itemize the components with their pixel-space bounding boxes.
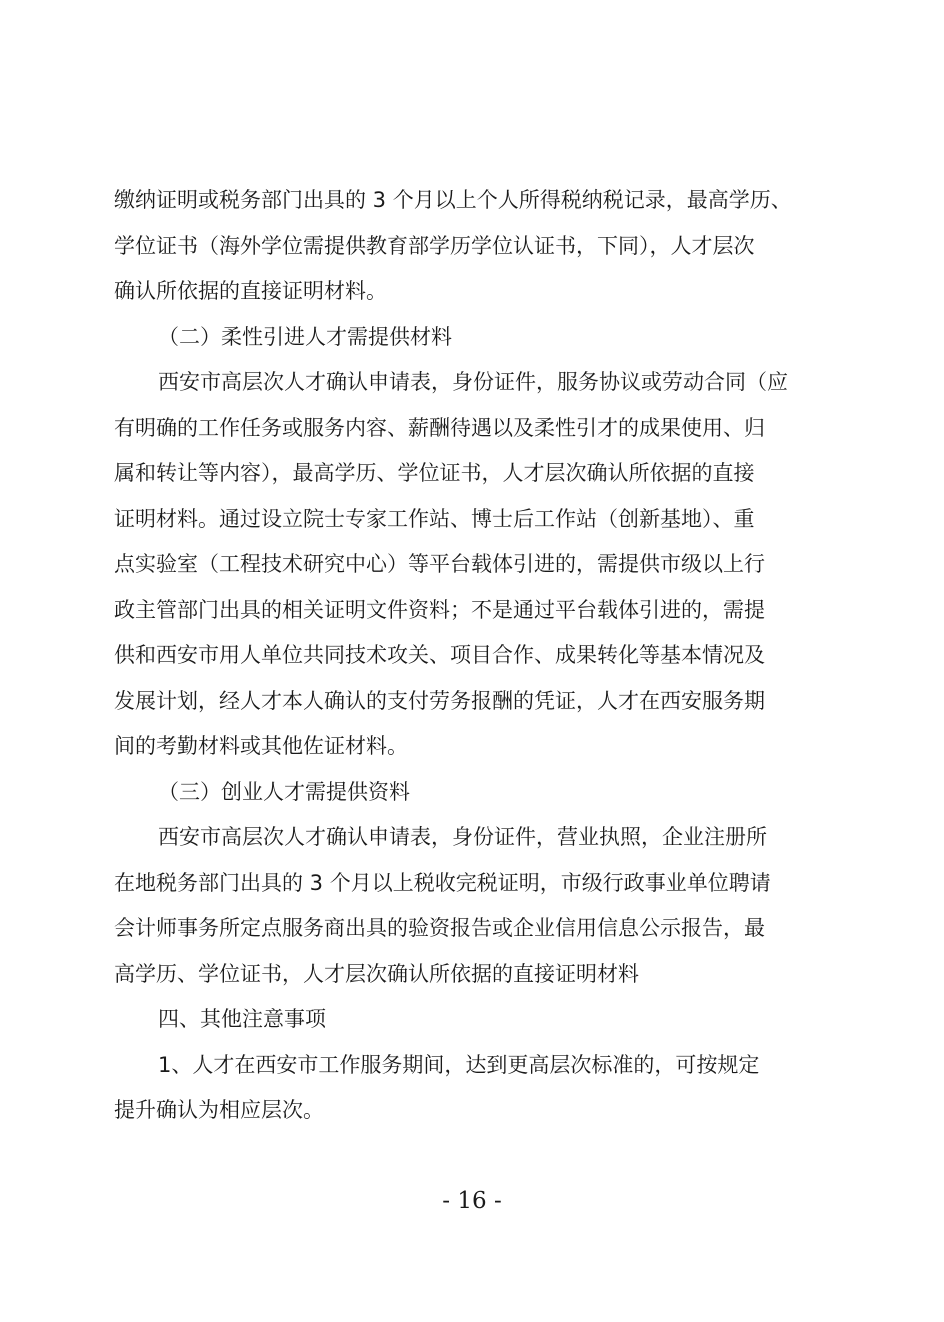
text-line: （三）创业人才需提供资料 [158, 779, 410, 804]
text-line: 点实验室（工程技术研究中心）等平台载体引进的，需提供市级以上行 [114, 552, 765, 576]
text-line: 提升确认为相应层次。 [114, 1098, 324, 1122]
text-line: 高学历、学位证书，人才层次确认所依据的直接证明材料 [114, 961, 639, 986]
text-line: 缴纳证明或税务部门出具的 3 个月以上个人所得税纳税记录，最高学历、 [114, 188, 792, 212]
text-line: 西安市高层次人才确认申请表，身份证件，服务协议或劳动合同（应 [158, 370, 788, 394]
text-line: 四、其他注意事项 [158, 1007, 326, 1031]
text-line: 属和转让等内容），最高学历、学位证书，人才层次确认所依据的直接 [114, 461, 755, 485]
text-line: 供和西安市用人单位共同技术攻关、项目合作、成果转化等基本情况及 [114, 643, 765, 667]
text-line: 西安市高层次人才确认申请表，身份证件，营业执照，企业注册所 [158, 825, 767, 849]
page-number: - 16 - [442, 1188, 502, 1214]
text-line: 有明确的工作任务或服务内容、薪酬待遇以及柔性引才的成果使用、归 [114, 415, 765, 440]
text-line: 间的考勤材料或其他佐证材料。 [114, 734, 408, 758]
text-line: 1、人才在西安市工作服务期间，达到更高层次标准的，可按规定 [158, 1052, 760, 1077]
text-line: 发展计划，经人才本人确认的支付劳务报酬的凭证，人才在西安服务期 [114, 688, 765, 713]
text-line: （二）柔性引进人才需提供材料 [158, 324, 452, 349]
document-body [114, 178, 830, 1134]
text-line: 证明材料。通过设立院士专家工作站、博士后工作站（创新基地）、重 [114, 506, 755, 531]
text-line: 政主管部门出具的相关证明文件资料；不是通过平台载体引进的，需提 [114, 597, 765, 622]
text-line: 确认所依据的直接证明材料。 [114, 279, 387, 303]
text-line: 在地税务部门出具的 3 个月以上税收完税证明，市级行政事业单位聘请 [114, 870, 771, 895]
text-line: 会计师事务所定点服务商出具的验资报告或企业信用信息公示报告，最 [114, 916, 765, 940]
text-line: 学位证书（海外学位需提供教育部学历学位认证书，下同），人才层次 [114, 233, 755, 258]
